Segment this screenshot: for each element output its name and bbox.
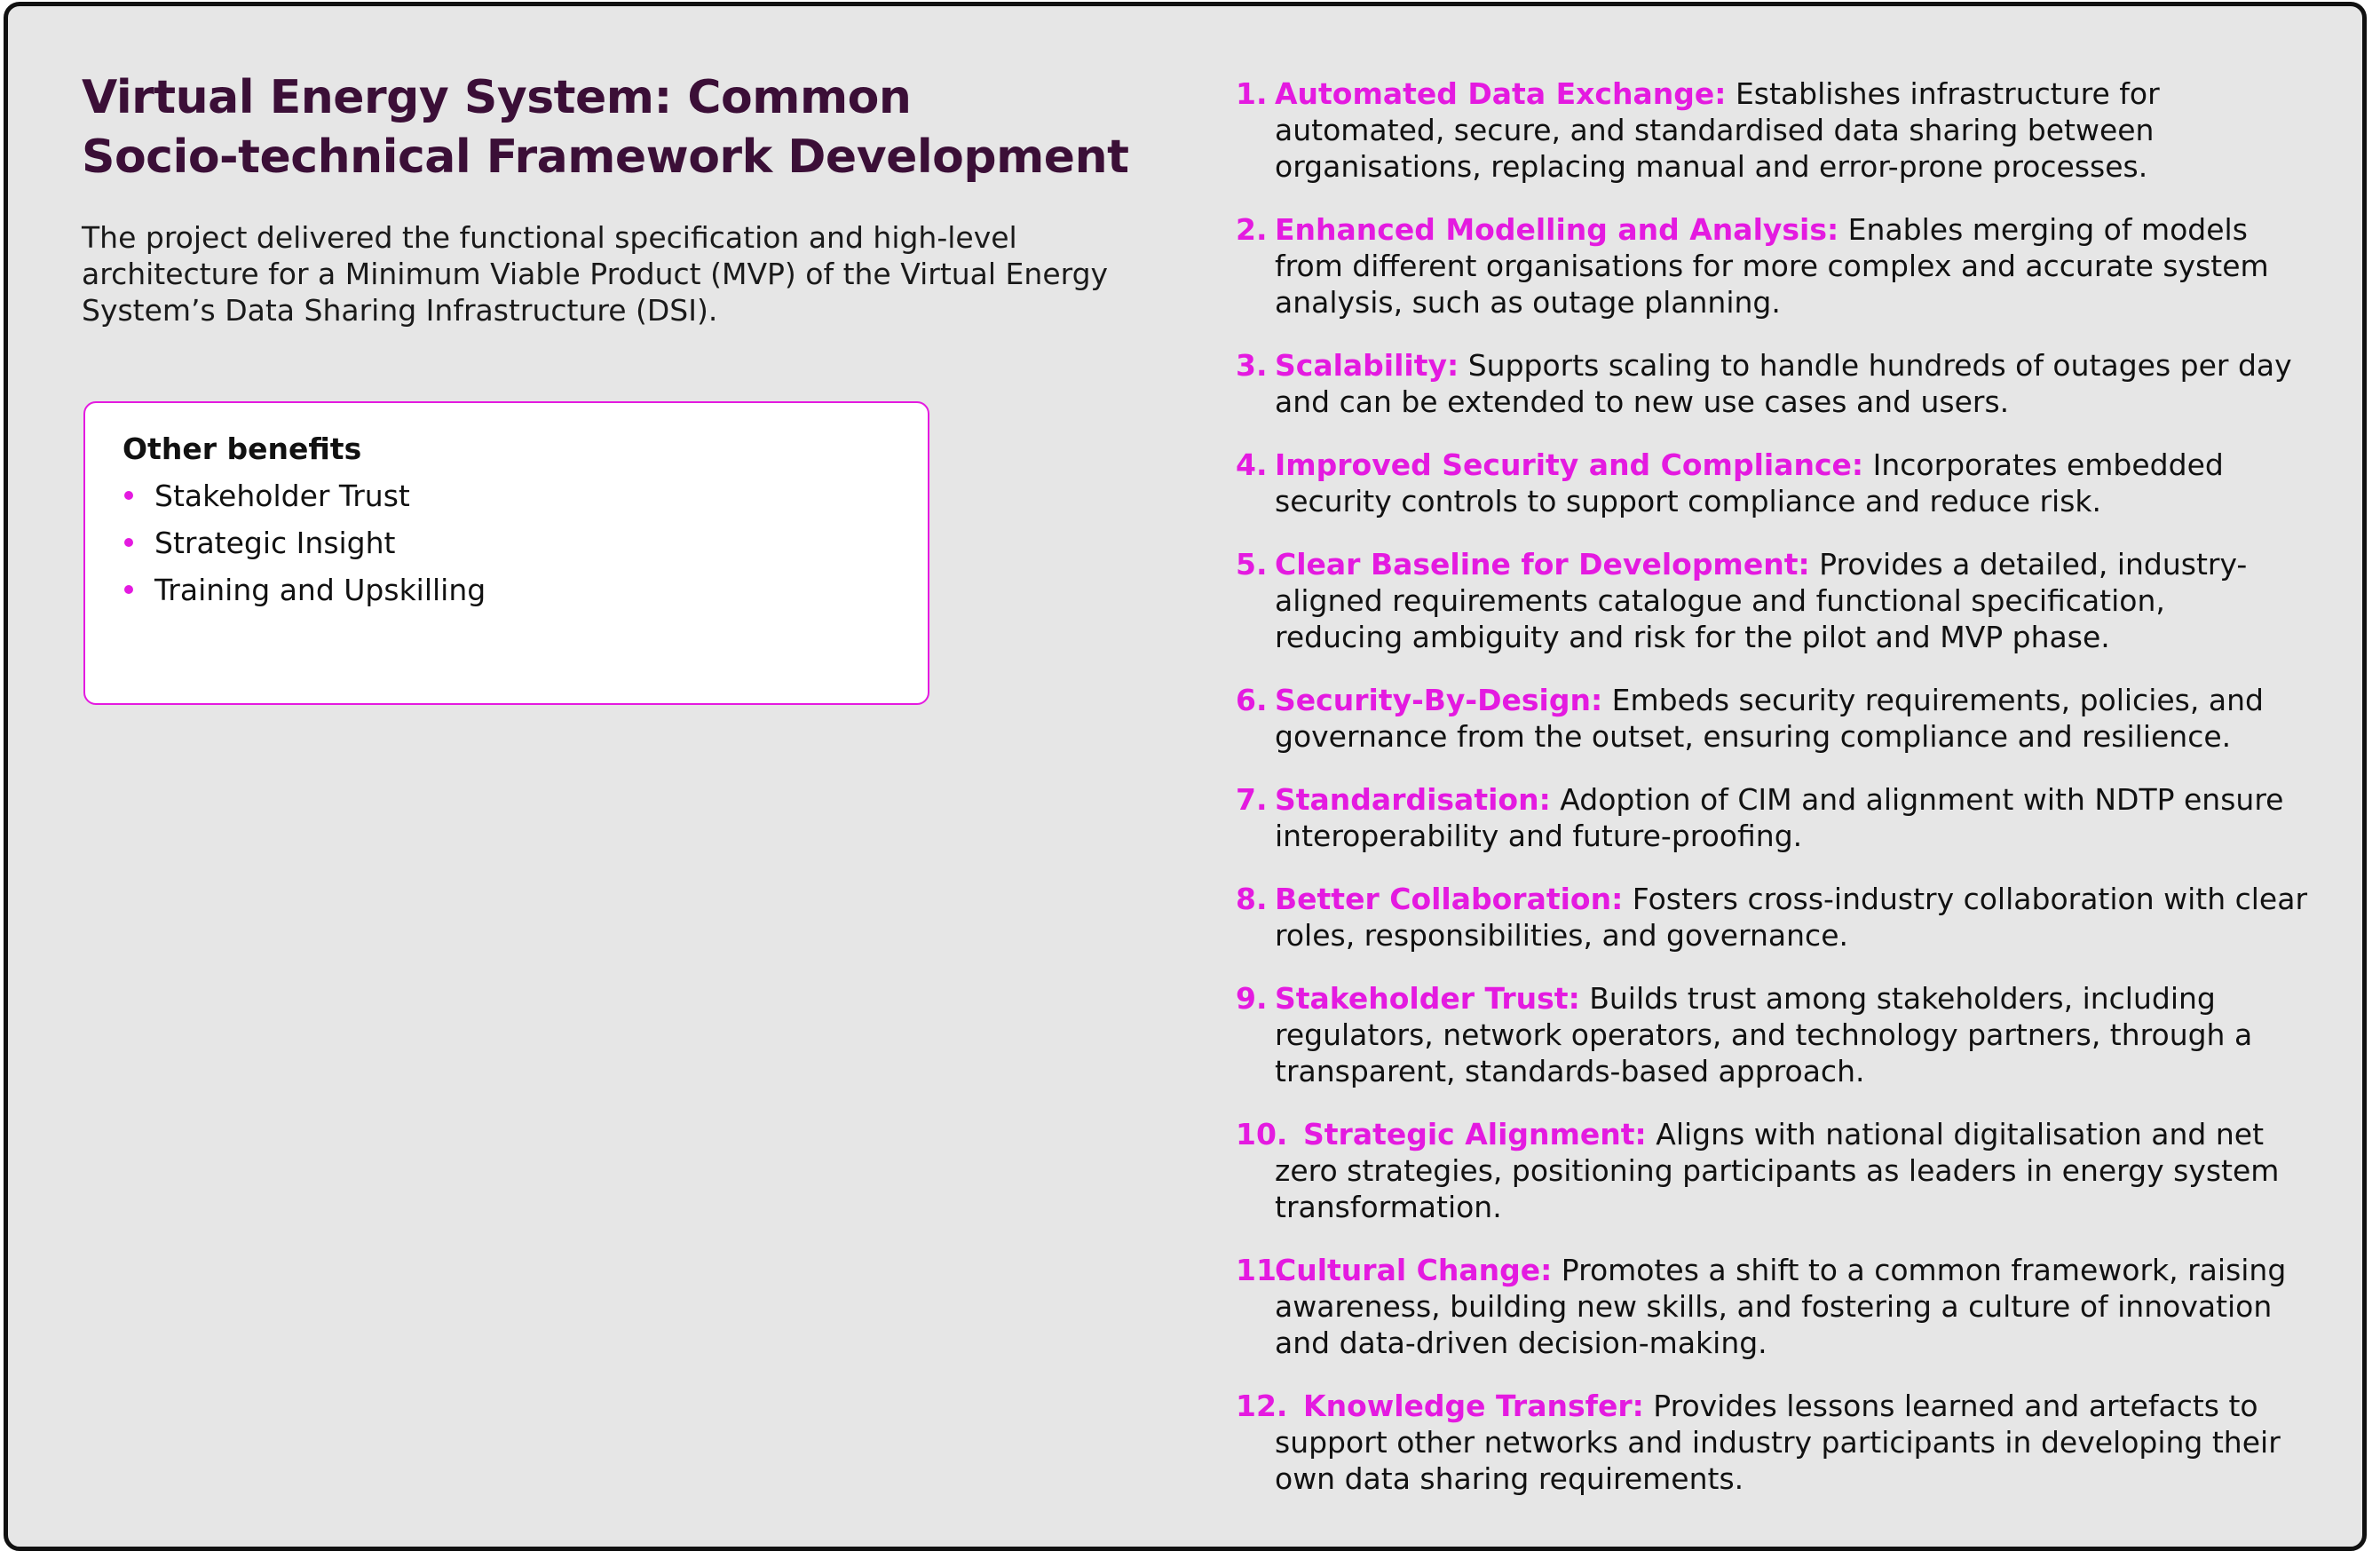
benefit-first-line	[1275, 881, 2328, 917]
intro-paragraph	[82, 219, 1165, 328]
benefit-line: reducing ambiguity and risk for the pilot and MVP phase.	[1275, 620, 2110, 654]
benefit-number: 3.	[1236, 348, 1268, 383]
benefit-first-line	[1275, 347, 2328, 384]
other-benefit-item	[123, 478, 486, 525]
benefit-item	[1236, 980, 2328, 1089]
benefit-heading: Cultural Change:	[1275, 1253, 1553, 1287]
benefit-item	[1236, 546, 2328, 655]
other-benefit-item	[123, 525, 486, 572]
benefit-heading: Standardisation:	[1275, 782, 1551, 817]
benefit-first-line	[1275, 546, 2328, 582]
benefit-line: awareness, building new skills, and fostering a culture of innovation	[1275, 1289, 2273, 1324]
benefit-text: Adoption of CIM and alignment with NDTP ensure	[1550, 782, 2284, 817]
benefit-item	[1236, 1388, 2328, 1497]
benefit-first-line	[1275, 980, 2328, 1017]
benefit-heading: Better Collaboration:	[1275, 882, 1624, 916]
benefit-item	[1236, 1116, 2328, 1225]
benefit-line: transparent, standards-based approach.	[1275, 1054, 1865, 1088]
benefit-line: automated, secure, and standardised data sharing between	[1275, 113, 2155, 147]
benefit-line: transformation.	[1275, 1190, 1502, 1224]
benefit-line: zero strategies, positioning participants as leaders in energy system	[1275, 1153, 2280, 1188]
benefit-heading: Improved Security and Compliance:	[1275, 447, 1864, 482]
benefit-line: and can be extended to new use cases and users.	[1275, 384, 2010, 419]
other-benefit-item	[123, 572, 486, 619]
benefit-line: security controls to support compliance and reduce risk.	[1275, 484, 2102, 518]
benefit-first-line	[1275, 781, 2328, 818]
benefit-number: 11.	[1236, 1253, 1288, 1287]
page-title	[82, 68, 1174, 187]
other-benefits-title: Other benefits	[123, 431, 362, 466]
intro-line: The project delivered the functional specification and high-level	[82, 220, 1017, 255]
title-line: Virtual Energy System: Common	[82, 71, 912, 124]
benefit-heading: Enhanced Modelling and Analysis:	[1275, 212, 1839, 247]
benefit-first-line	[1275, 75, 2328, 112]
benefit-heading: Clear Baseline for Development:	[1275, 547, 1810, 582]
benefit-number: 6.	[1236, 683, 1268, 717]
benefit-item	[1236, 682, 2328, 755]
benefit-first-line	[1275, 1116, 2328, 1152]
other-benefit-label: Training and Upskilling	[154, 573, 486, 607]
benefit-line: organisations, replacing manual and error-prone processes.	[1275, 149, 2148, 184]
benefit-text: Fosters cross-industry collaboration with clear	[1623, 882, 2308, 916]
benefit-item	[1236, 447, 2328, 519]
other-benefits-box	[83, 401, 929, 705]
bullet-icon	[124, 491, 133, 500]
benefit-text: Provides lessons learned and artefacts to	[1643, 1389, 2258, 1423]
benefit-number: 5.	[1236, 547, 1268, 582]
bullet-icon	[124, 585, 133, 594]
benefit-number: 12.	[1236, 1389, 1288, 1423]
benefit-line: analysis, such as outage planning.	[1275, 285, 1781, 320]
benefit-text: Enables merging of models	[1838, 212, 2248, 247]
benefit-text: Provides a detailed, industry-	[1809, 547, 2248, 582]
bullet-icon	[124, 538, 133, 547]
benefit-number: 7.	[1236, 782, 1268, 817]
benefit-number: 4.	[1236, 447, 1268, 482]
benefit-text: Incorporates embedded	[1863, 447, 2224, 482]
benefit-first-line	[1275, 682, 2328, 718]
benefit-text: Aligns with national digitalisation and net	[1646, 1117, 2265, 1152]
benefit-line: roles, responsibilities, and governance.	[1275, 918, 1848, 953]
content-card	[4, 2, 2367, 1551]
benefit-first-line	[1275, 447, 2328, 483]
intro-line: System’s Data Sharing Infrastructure (DSI).	[82, 293, 718, 328]
benefit-text: Builds trust among stakeholders, including	[1579, 981, 2216, 1016]
benefit-number: 2.	[1236, 212, 1268, 247]
benefit-first-line	[1275, 1252, 2328, 1288]
benefit-text: Promotes a shift to a common framework, raising	[1552, 1253, 2287, 1287]
benefit-heading: Scalability:	[1275, 348, 1459, 383]
benefit-item	[1236, 881, 2328, 954]
other-benefits-list	[123, 478, 486, 619]
other-benefit-label: Stakeholder Trust	[154, 479, 410, 513]
benefit-heading: Security-By-Design:	[1275, 683, 1603, 717]
benefit-number: 9.	[1236, 981, 1268, 1016]
benefit-item	[1236, 347, 2328, 420]
other-benefit-label: Strategic Insight	[154, 526, 396, 560]
benefit-line: from different organisations for more complex and accurate system	[1275, 249, 2269, 283]
benefit-number: 8.	[1236, 882, 1268, 916]
benefit-heading: Automated Data Exchange:	[1275, 76, 1727, 111]
benefits-numbered-list	[1236, 75, 2328, 1523]
benefit-text: Establishes infrastructure for	[1726, 76, 2160, 111]
benefit-text: Supports scaling to handle hundreds of outages per day	[1459, 348, 2292, 383]
benefit-text: Embeds security requirements, policies, and	[1602, 683, 2264, 717]
benefit-heading: Strategic Alignment:	[1303, 1117, 1647, 1152]
benefit-item	[1236, 75, 2328, 185]
title-line: Socio-technical Framework Development	[82, 131, 1129, 184]
benefit-line: own data sharing requirements.	[1275, 1461, 1744, 1496]
benefit-line: aligned requirements catalogue and functional specification,	[1275, 583, 2165, 618]
benefit-number: 1.	[1236, 76, 1268, 111]
benefit-item	[1236, 781, 2328, 854]
benefit-first-line	[1275, 1388, 2328, 1424]
benefit-line: governance from the outset, ensuring compliance and resilience.	[1275, 719, 2232, 754]
benefit-heading: Stakeholder Trust:	[1275, 981, 1580, 1016]
intro-line: architecture for a Minimum Viable Product (MVP) of the Virtual Energy	[82, 257, 1109, 291]
benefit-line: regulators, network operators, and technology partners, through a	[1275, 1017, 2253, 1052]
benefit-number: 10.	[1236, 1117, 1288, 1152]
benefit-item	[1236, 211, 2328, 321]
benefit-line: and data-driven decision-making.	[1275, 1326, 1767, 1360]
benefit-item	[1236, 1252, 2328, 1361]
benefit-first-line	[1275, 211, 2328, 248]
benefit-line: support other networks and industry participants in developing their	[1275, 1425, 2281, 1460]
benefit-heading: Knowledge Transfer:	[1303, 1389, 1644, 1423]
benefit-line: interoperability and future-proofing.	[1275, 819, 1803, 853]
